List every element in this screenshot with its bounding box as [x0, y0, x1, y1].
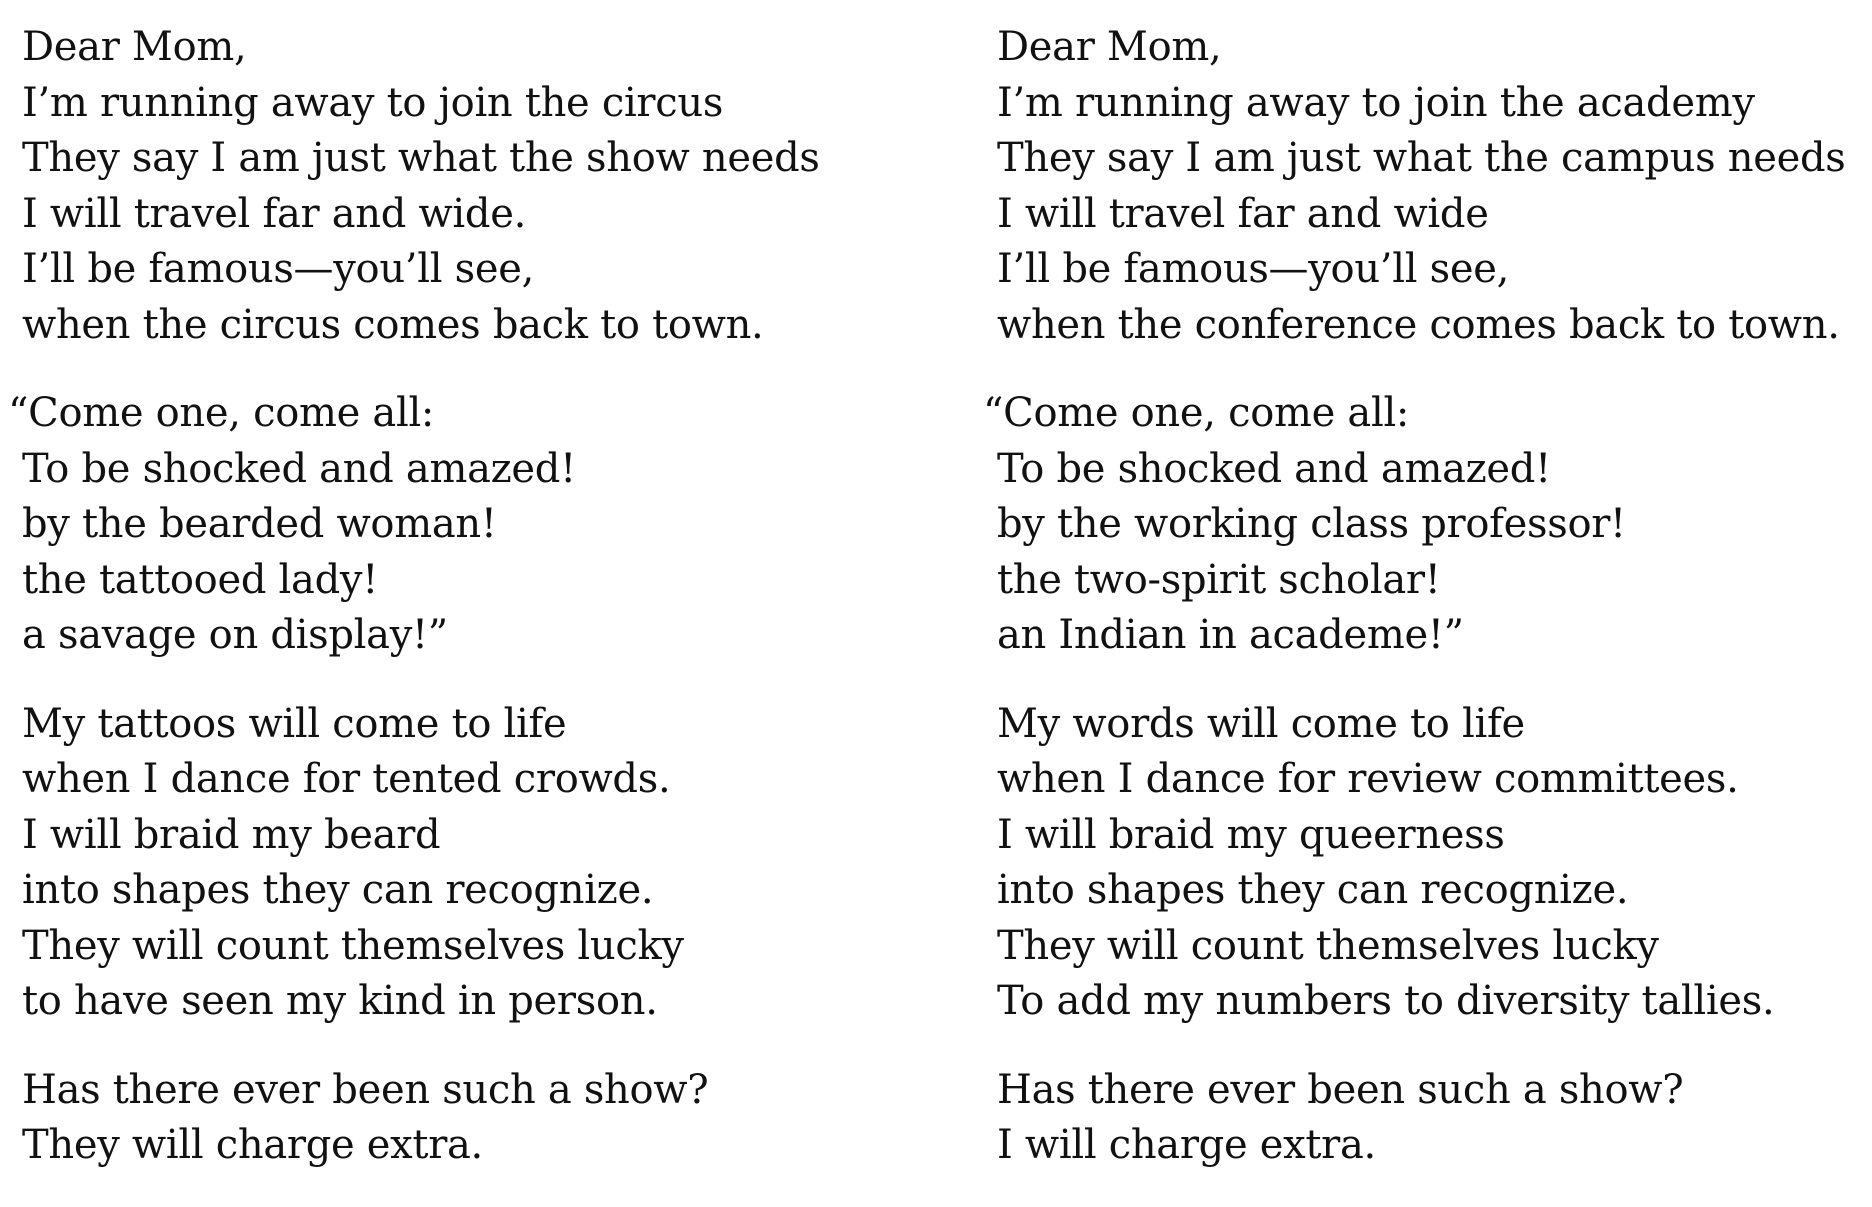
poem-line: To add my numbers to diversity tallies.: [997, 978, 1775, 1024]
poem-line: My words will come to life: [997, 700, 1525, 747]
poem-line: They say I am just what the show needs: [22, 135, 820, 181]
right-stanza-2: [983, 386, 1872, 664]
poem-line: “Come one, come all:: [8, 390, 435, 436]
poem-line: My tattoos will come to life: [22, 700, 567, 747]
left-stanza-1: [22, 20, 962, 353]
poem-line: an Indian in academe!”: [997, 612, 1464, 658]
poem-line: the tattooed lady!: [22, 556, 378, 603]
right-stanza-1: [997, 20, 1872, 353]
left-stanza-2: [8, 386, 962, 664]
poem-line: Has there ever been such a show?: [22, 1066, 709, 1113]
right-stanza-3: [997, 697, 1872, 1030]
poem-line: They will charge extra.: [22, 1122, 483, 1168]
poem-line: by the working class professor!: [997, 501, 1626, 547]
poem-line: I’m running away to join the academy: [997, 79, 1755, 126]
poem-line: Has there ever been such a show?: [997, 1066, 1684, 1113]
poem-line: I will travel far and wide: [997, 190, 1489, 237]
poem-line: I will travel far and wide.: [22, 190, 527, 237]
poem-line: I’ll be famous—you’ll see,: [997, 246, 1510, 292]
poem-line: To be shocked and amazed!: [997, 445, 1551, 492]
poem-line: They say I am just what the campus needs: [997, 135, 1846, 181]
poem-line: Dear Mom,: [997, 24, 1222, 70]
poem-line: “Come one, come all:: [983, 390, 1410, 436]
poem-line: the two-spirit scholar!: [997, 556, 1441, 603]
poem-line: I will braid my queerness: [997, 811, 1505, 858]
poem-line: when the circus comes back to town.: [22, 301, 764, 348]
poem-line: I’ll be famous—you’ll see,: [22, 246, 535, 292]
poem-line: into shapes they can recognize.: [997, 867, 1629, 913]
poem-line: Dear Mom,: [22, 24, 247, 70]
poem-line: when I dance for review committees.: [997, 756, 1739, 802]
poem-line: They will count themselves lucky: [22, 922, 684, 969]
poem-line: To be shocked and amazed!: [22, 445, 576, 492]
poem-line: by the bearded woman!: [22, 501, 497, 547]
right-poem-academy: [983, 20, 1872, 1207]
poem-line: when the conference comes back to town.: [997, 301, 1840, 348]
poem-line: They will count themselves lucky: [997, 922, 1659, 969]
right-stanza-4: [997, 1063, 1872, 1174]
poem-line: a savage on display!”: [22, 612, 448, 658]
left-poem-circus: [8, 20, 962, 1207]
poem-line: to have seen my kind in person.: [22, 978, 658, 1024]
poem-line: I will charge extra.: [997, 1122, 1376, 1168]
left-stanza-3: [22, 697, 962, 1030]
poem-line: into shapes they can recognize.: [22, 867, 654, 913]
poem-line: I will braid my beard: [22, 811, 441, 858]
poem-line: when I dance for tented crowds.: [22, 756, 671, 802]
poem-line: I’m running away to join the circus: [22, 79, 724, 126]
left-stanza-4: [22, 1063, 962, 1174]
